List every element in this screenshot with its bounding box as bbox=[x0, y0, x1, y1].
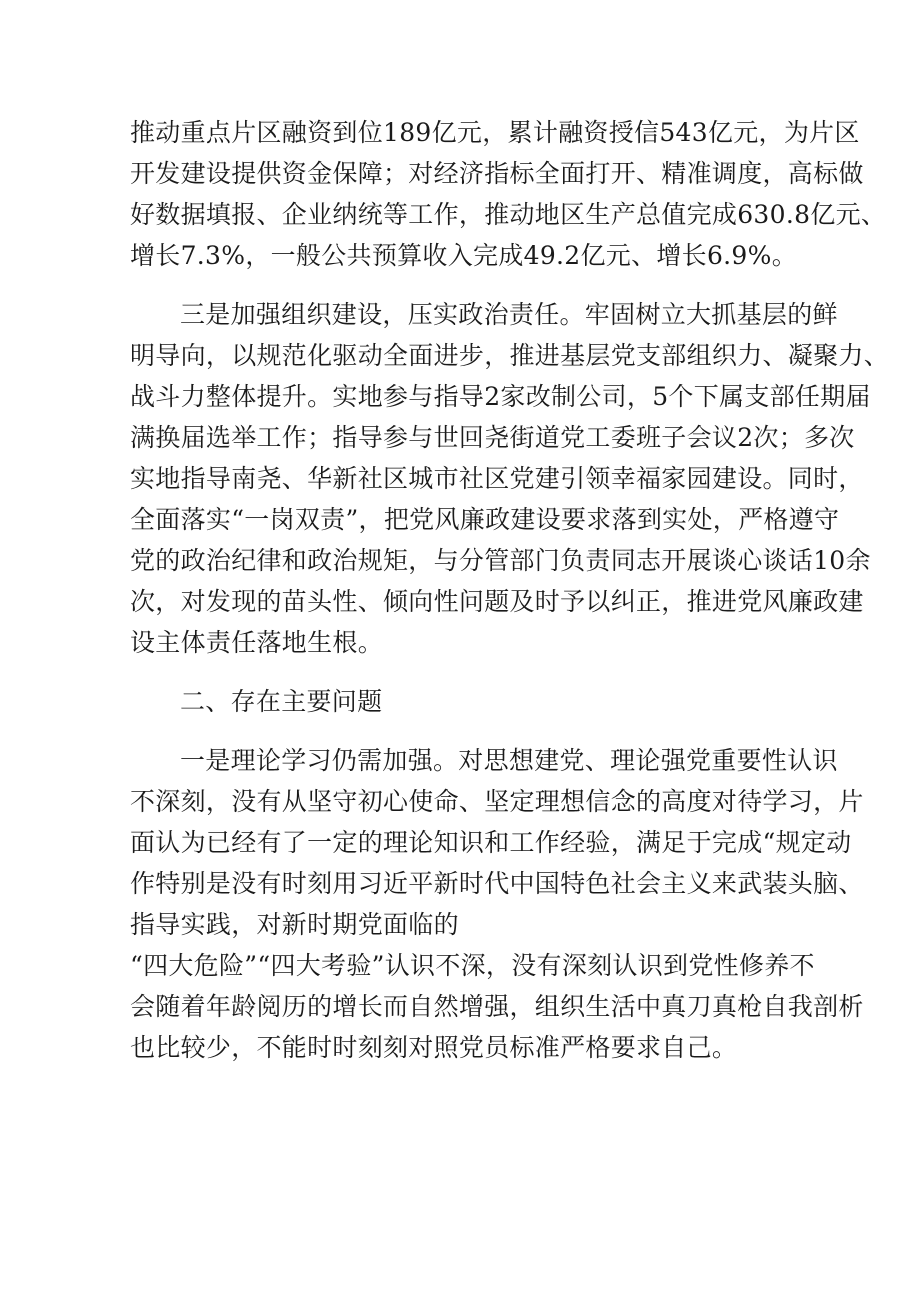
paragraph-organization bbox=[130, 294, 890, 663]
text-line: 增长7.3%，一般公共预算收入完成49.2亿元、增长6.9%。 bbox=[130, 241, 797, 270]
text-line: 三是加强组织建设，压实政治责任。牢固树立大抓基层的鲜 bbox=[180, 300, 838, 329]
text-line: 全面落实“一岗双责”，把党风廉政建设要求落到实处，严格遵守 bbox=[130, 505, 840, 534]
text-line: 满换届选举工作；指导参与世回尧街道党工委班子会议2次；多次 bbox=[130, 423, 855, 452]
text-line: 指导实践，对新时期党面临的 bbox=[130, 910, 459, 939]
text-line: 会随着年龄阅历的增长而自然增强，组织生活中真刀真枪自我剖析 bbox=[130, 992, 864, 1021]
paragraph-theory-study bbox=[130, 740, 864, 1068]
paragraph-financing bbox=[130, 112, 887, 276]
text-line: “四大危险”“四大考验”认识不深，没有深刻认识到党性修养不 bbox=[130, 951, 815, 980]
text-line: 也比较少，不能时时刻刻对照党员标准严格要求自己。 bbox=[130, 1033, 738, 1062]
heading-text: 二、存在主要问题 bbox=[180, 687, 383, 716]
text-line: 次，对发现的苗头性、倾向性问题及时予以纠正，推进党风廉政建 bbox=[130, 587, 864, 616]
text-line: 战斗力整体提升。实地参与指导2家改制公司，5个下属支部任期届 bbox=[130, 382, 871, 411]
text-line: 设主体责任落地生根。 bbox=[130, 628, 384, 657]
text-line: 推动重点片区融资到位189亿元，累计融资授信543亿元，为片区 bbox=[130, 118, 860, 147]
text-line: 面认为已经有了一定的理论知识和工作经验，满足于完成“规定动 bbox=[130, 828, 852, 857]
text-line: 党的政治纪律和政治规矩，与分管部门负责同志开展谈心谈话10余 bbox=[130, 546, 871, 575]
text-line: 开发建设提供资金保障；对经济指标全面打开、精准调度，高标做 bbox=[130, 159, 864, 188]
section-heading bbox=[130, 681, 794, 722]
text-line: 明导向，以规范化驱动全面进步，推进基层党支部组织力、凝聚力、 bbox=[130, 341, 890, 370]
text-line: 实地指导南尧、华新社区城市社区党建引领幸福家园建设。同时， bbox=[130, 464, 864, 493]
text-line: 不深刻，没有从坚守初心使命、坚定理想信念的高度对待学习，片 bbox=[130, 787, 864, 816]
text-line: 一是理论学习仍需加强。对思想建党、理论强党重要性认识 bbox=[180, 746, 838, 775]
text-line: 作特别是没有时刻用习近平新时代中国特色社会主义来武装头脑、 bbox=[130, 869, 864, 898]
document-body bbox=[130, 112, 890, 1086]
text-line: 好数据填报、企业纳统等工作，推动地区生产总值完成630.8亿元、 bbox=[130, 200, 887, 229]
